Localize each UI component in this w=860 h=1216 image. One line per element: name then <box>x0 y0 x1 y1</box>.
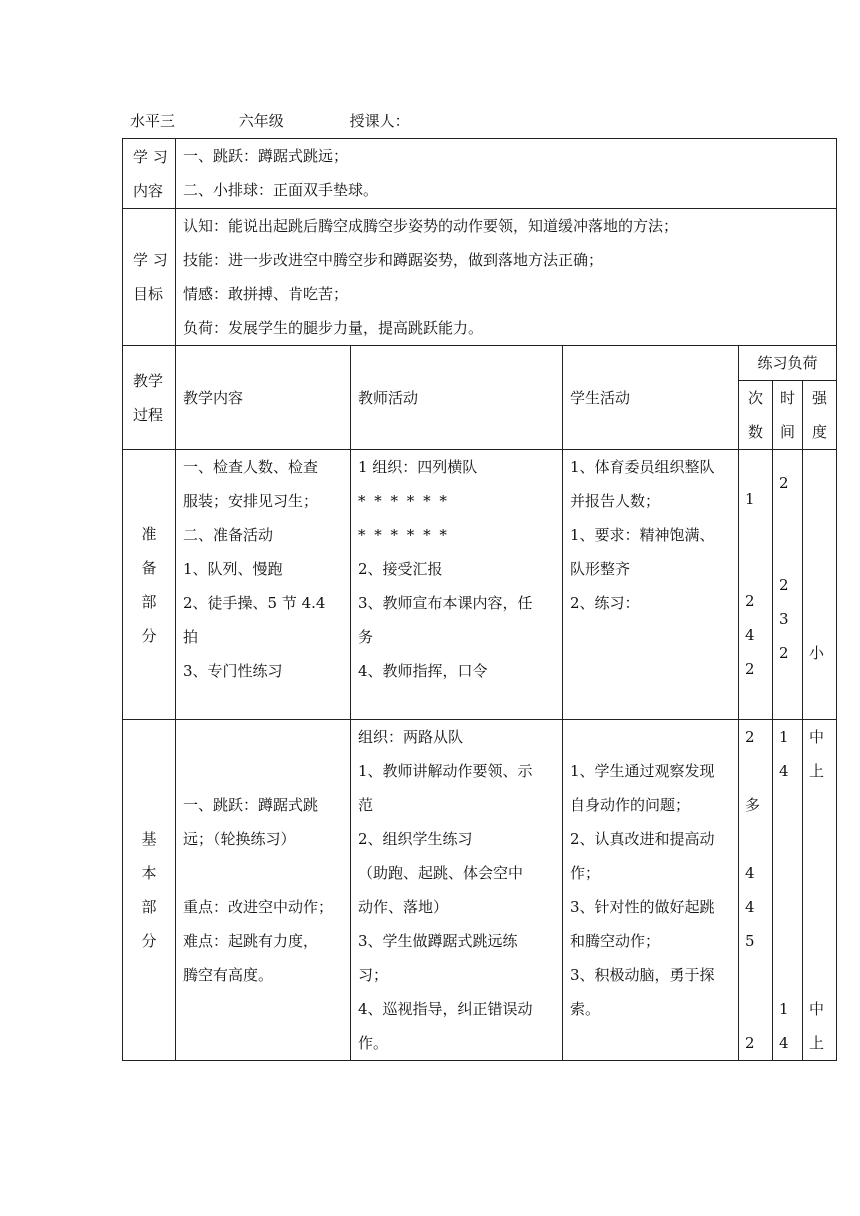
lesson-header <box>130 110 410 132</box>
level-label: 水平三 <box>130 112 176 130</box>
goals-text: 认知：能说出起跳后腾空成腾空步姿势的动作要领，知道缓冲落地的方法； 技能：进一步改进空中腾空步和蹲踞姿势，做到落地方法正确； 情感：敢拼搏、肯吃苦； 负荷：发展学生的腿步力量，提高跳跃能力。 <box>176 209 837 346</box>
column-header-row <box>123 346 837 381</box>
basic-times: 2 多 4 4 5 2 <box>739 720 773 1061</box>
teacher-activity-header: 教师活动 <box>351 346 563 450</box>
process-header: 教学 过程 <box>123 346 176 450</box>
grade-label: 六年级 <box>238 112 284 130</box>
basic-duration: 1 4 1 4 <box>773 720 803 1061</box>
prep-times: 1 2 4 2 <box>739 450 773 720</box>
lesson-plan-table <box>122 138 837 1061</box>
prep-teacher: 1 组织：四列横队 * * * * * * * * * * * * 2、接受汇报 3、教师宣布本课内容，任 务 4、教师指挥，口令 <box>351 450 563 720</box>
content-text: 一、跳跃：蹲踞式跳远； 二、小排球：正面双手垫球。 <box>176 139 837 209</box>
load-header: 练习负荷 <box>739 346 837 381</box>
times-header: 次 数 <box>739 381 773 450</box>
content-label: 学 习 内容 <box>123 139 176 209</box>
formation-stars-row-2: * * * * * * <box>358 526 449 544</box>
prep-duration: 2 2 3 2 <box>773 450 803 720</box>
prep-content: 一、检查人数、检查 服装；安排见习生； 二、准备活动 1、队列、慢跑 2、徒手操、5 节 4.4 拍 3、专门性练习 <box>176 450 351 720</box>
prep-student: 1、体育委员组织整队 并报告人数； 1、要求：精神饱满、 队形整齐 2、练习： <box>563 450 739 720</box>
content-row <box>123 139 837 209</box>
basic-label: 基 本 部 分 <box>123 720 176 1061</box>
teaching-content-header: 教学内容 <box>176 346 351 450</box>
student-activity-header: 学生活动 <box>563 346 739 450</box>
basic-intensity: 中 上 中 上 <box>803 720 837 1061</box>
basic-teacher: 组织：两路从队 1、教师讲解动作要领、示 范 2、组织学生练习 （助跑、起跳、体会空中 动作、落地） 3、学生做蹲踞式跳远练 习； 4、巡视指导，纠正错误动 作。 <box>351 720 563 1061</box>
prep-row <box>123 450 837 720</box>
duration-header: 时 间 <box>773 381 803 450</box>
goals-label: 学 习 目标 <box>123 209 176 346</box>
teacher-label: 授课人： <box>349 112 410 130</box>
prep-label: 准 备 部 分 <box>123 450 176 720</box>
intensity-header: 强 度 <box>803 381 837 450</box>
prep-intensity: 小 <box>803 450 837 720</box>
goals-row <box>123 209 837 346</box>
basic-student: 1、学生通过观察发现 自身动作的问题； 2、认真改进和提高动 作； 3、针对性的做好起跳 和腾空动作； 3、积极动脑，勇于探 索。 <box>563 720 739 1061</box>
basic-row <box>123 720 837 1061</box>
formation-stars-row-1: * * * * * * <box>358 492 449 510</box>
basic-content: 一、跳跃：蹲踞式跳 远；（轮换练习） 重点：改进空中动作； 难点：起跳有力度， 腾空有高度。 <box>176 720 351 1061</box>
